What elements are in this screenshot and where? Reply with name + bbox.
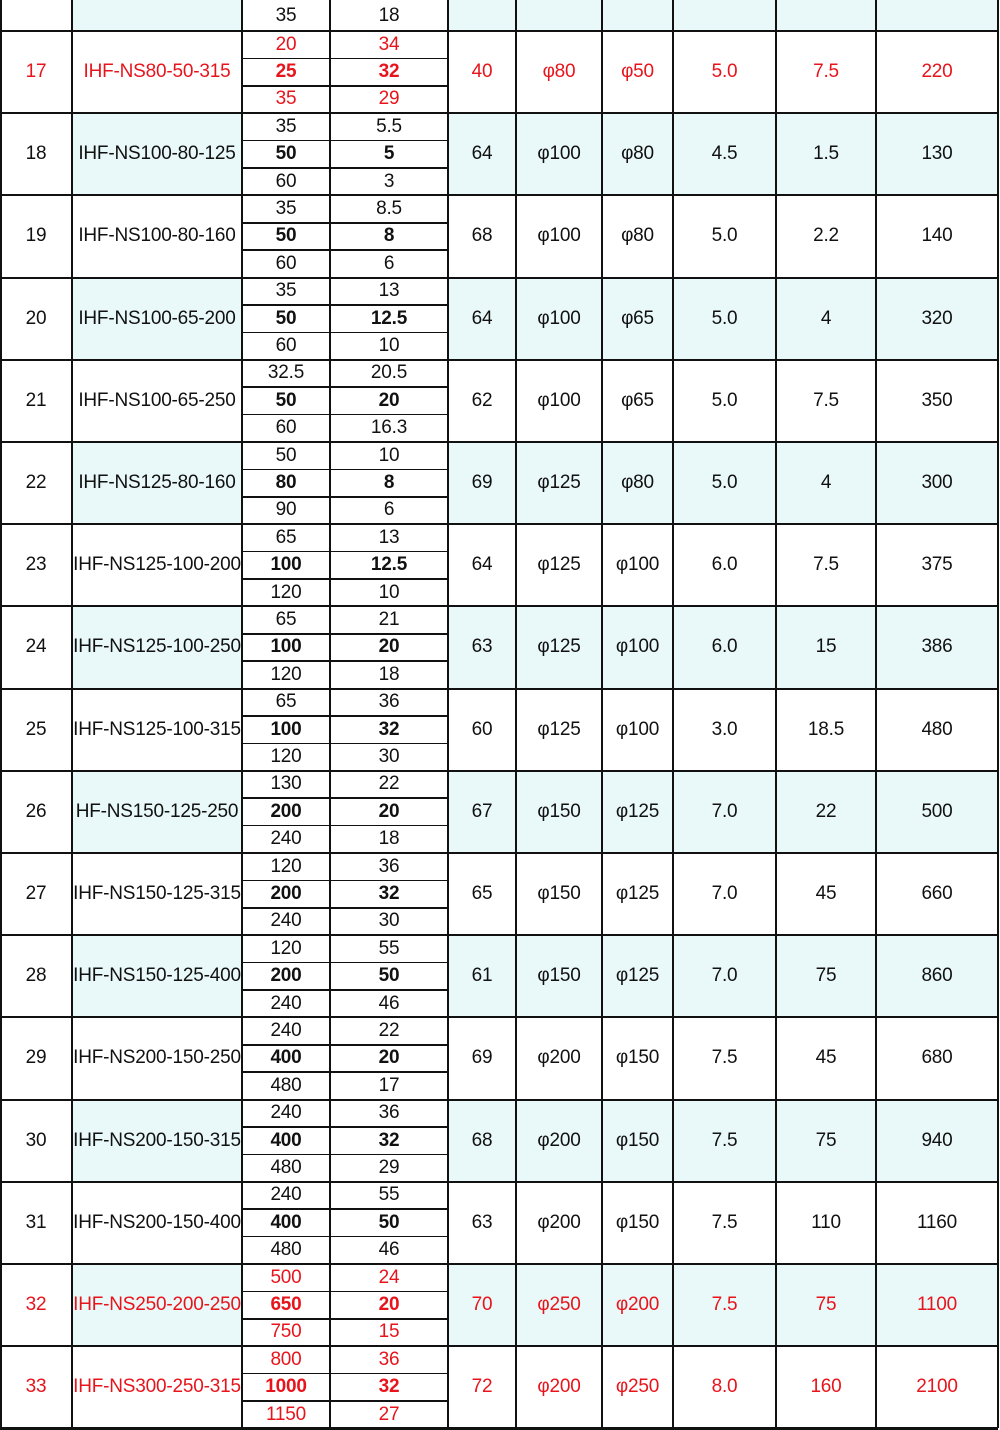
- model-name: IHF-NS125-100-250: [73, 636, 241, 658]
- model-name: IHF-NS200-150-250: [73, 1047, 241, 1069]
- power-value: 110: [811, 1211, 841, 1233]
- head-value: 18: [378, 4, 400, 26]
- speed-value: 64: [471, 554, 493, 576]
- grid-line: [242, 222, 448, 224]
- inlet-diameter: φ200: [537, 1047, 581, 1069]
- inlet-diameter: φ125: [537, 636, 581, 658]
- grid-line: [242, 332, 448, 334]
- head-value: 46: [378, 1239, 400, 1261]
- model-name: IHF-NS125-80-160: [78, 472, 236, 494]
- row-number: 22: [25, 472, 47, 494]
- speed-value: 63: [471, 1211, 493, 1233]
- power-value: 2.2: [813, 225, 839, 247]
- flow-value: 1000: [265, 1376, 307, 1398]
- grid-line: [242, 1318, 448, 1320]
- inlet-diameter: φ100: [537, 389, 581, 411]
- head-value: 5.5: [376, 115, 402, 137]
- weight-value: 680: [921, 1047, 953, 1069]
- flow-value: 60: [275, 170, 297, 192]
- flow-value: 400: [270, 1129, 302, 1151]
- grid-line: [242, 140, 448, 142]
- flow-value: 100: [270, 718, 302, 740]
- outlet-diameter: φ100: [615, 718, 660, 740]
- grid-line: [997, 0, 1000, 1428]
- grid-line: [242, 1154, 448, 1156]
- flow-value: 200: [270, 800, 302, 822]
- power-value: 22: [815, 800, 837, 822]
- row-number: 17: [25, 61, 47, 83]
- head-value: 21: [378, 609, 400, 631]
- grid-line: [242, 715, 448, 717]
- head-value: 5: [383, 143, 395, 165]
- speed-value: 68: [471, 1129, 493, 1151]
- outlet-diameter: φ125: [615, 965, 660, 987]
- npsh-value: 7.0: [711, 965, 738, 987]
- grid-line: [242, 907, 448, 909]
- flow-value: 60: [275, 417, 297, 439]
- flow-value: 240: [270, 1184, 302, 1206]
- head-value: 22: [378, 773, 400, 795]
- npsh-value: 5.0: [711, 61, 738, 83]
- head-value: 15: [378, 1321, 400, 1343]
- model-name: IHF-NS250-200-250: [73, 1294, 241, 1316]
- weight-value: 1160: [916, 1211, 958, 1233]
- speed-value: 60: [471, 718, 493, 740]
- row-tint: [448, 0, 998, 31]
- head-value: 20: [378, 800, 400, 822]
- grid-line: [242, 249, 448, 251]
- npsh-value: 7.0: [711, 883, 738, 905]
- flow-value: 240: [270, 828, 302, 850]
- grid-line: [242, 1126, 448, 1128]
- npsh-value: 5.0: [711, 472, 738, 494]
- head-value: 20: [378, 1047, 400, 1069]
- head-value: 34: [378, 33, 400, 55]
- grid-line: [242, 660, 448, 662]
- flow-value: 100: [270, 636, 302, 658]
- model-name: HF-NS150-125-250: [75, 800, 239, 822]
- outlet-diameter: φ80: [621, 143, 654, 165]
- inlet-diameter: φ150: [537, 800, 581, 822]
- model-name: IHF-NS125-100-315: [73, 718, 241, 740]
- npsh-value: 5.0: [711, 307, 738, 329]
- flow-value: 100: [270, 554, 302, 576]
- outlet-diameter: φ80: [621, 225, 654, 247]
- model-name: IHF-NS100-65-200: [78, 307, 236, 329]
- grid-line: [242, 578, 448, 580]
- grid-line: [672, 0, 674, 1428]
- power-value: 7.5: [813, 389, 839, 411]
- speed-value: 65: [471, 883, 493, 905]
- speed-value: 40: [471, 61, 493, 83]
- flow-value: 80: [275, 472, 297, 494]
- npsh-value: 3.0: [711, 718, 738, 740]
- head-value: 10: [378, 581, 400, 603]
- inlet-diameter: φ125: [537, 472, 581, 494]
- head-value: 17: [378, 1074, 400, 1096]
- head-value: 12.5: [370, 554, 408, 576]
- grid-line: [875, 0, 877, 1428]
- outlet-diameter: φ100: [615, 636, 660, 658]
- grid-line: [242, 1071, 448, 1073]
- row-number: 25: [25, 718, 47, 740]
- head-value: 55: [378, 937, 400, 959]
- inlet-diameter: φ200: [537, 1129, 581, 1151]
- inlet-diameter: φ150: [537, 965, 581, 987]
- grid-line: [242, 797, 448, 799]
- power-value: 75: [815, 965, 837, 987]
- flow-value: 50: [275, 225, 297, 247]
- head-value: 6: [383, 252, 395, 274]
- grid-line: [242, 469, 448, 471]
- weight-value: 940: [921, 1129, 953, 1151]
- head-value: 10: [378, 444, 400, 466]
- weight-value: 2100: [916, 1376, 958, 1398]
- power-value: 18.5: [807, 718, 845, 740]
- flow-value: 32.5: [267, 362, 305, 384]
- npsh-value: 5.0: [711, 389, 738, 411]
- head-value: 32: [378, 1129, 400, 1151]
- outlet-diameter: φ150: [615, 1129, 660, 1151]
- weight-value: 130: [921, 143, 953, 165]
- head-value: 20: [378, 636, 400, 658]
- flow-value: 750: [270, 1321, 302, 1343]
- flow-value: 240: [270, 1020, 302, 1042]
- grid-line: [242, 1236, 448, 1238]
- power-value: 75: [815, 1129, 837, 1151]
- head-value: 6: [383, 499, 395, 521]
- flow-value: 20: [275, 33, 297, 55]
- head-value: 20: [378, 389, 400, 411]
- grid-line: [242, 1291, 448, 1293]
- grid-line: [242, 1208, 448, 1210]
- power-value: 160: [810, 1376, 842, 1398]
- head-value: 36: [378, 1348, 400, 1370]
- npsh-value: 6.0: [711, 636, 738, 658]
- grid-line: [71, 0, 73, 1428]
- head-value: 32: [378, 718, 400, 740]
- grid-line: [242, 1373, 448, 1375]
- inlet-diameter: φ100: [537, 307, 581, 329]
- flow-value: 240: [270, 910, 302, 932]
- outlet-diameter: φ125: [615, 883, 660, 905]
- head-value: 29: [378, 88, 400, 110]
- flow-value: 25: [275, 61, 297, 83]
- head-value: 36: [378, 1102, 400, 1124]
- outlet-diameter: φ80: [621, 472, 654, 494]
- outlet-diameter: φ100: [615, 554, 660, 576]
- npsh-value: 7.5: [711, 1129, 738, 1151]
- flow-value: 480: [270, 1074, 302, 1096]
- flow-value: 200: [270, 965, 302, 987]
- weight-value: 375: [921, 554, 953, 576]
- row-number: 21: [25, 389, 47, 411]
- model-name: IHF-NS300-250-315: [73, 1376, 241, 1398]
- flow-value: 50: [275, 444, 297, 466]
- head-value: 30: [378, 746, 400, 768]
- flow-value: 35: [275, 88, 297, 110]
- model-name: IHF-NS125-100-200: [73, 554, 241, 576]
- head-value: 8.5: [376, 198, 402, 220]
- head-value: 32: [378, 883, 400, 905]
- grid-line: [241, 0, 243, 1428]
- head-value: 13: [378, 280, 400, 302]
- grid-line: [242, 496, 448, 498]
- row-number: 19: [25, 225, 47, 247]
- row-number: 23: [25, 554, 47, 576]
- power-value: 4: [820, 472, 832, 494]
- inlet-diameter: φ100: [537, 143, 581, 165]
- model-name: IHF-NS150-125-400: [73, 965, 241, 987]
- row-number: 26: [25, 800, 47, 822]
- flow-value: 120: [270, 581, 302, 603]
- head-value: 16.3: [370, 417, 408, 439]
- weight-value: 1100: [916, 1294, 958, 1316]
- model-name: IHF-NS100-65-250: [78, 389, 236, 411]
- grid-line: [242, 414, 448, 416]
- head-value: 8: [383, 472, 395, 494]
- outlet-diameter: φ150: [615, 1047, 660, 1069]
- npsh-value: 7.5: [711, 1211, 738, 1233]
- speed-value: 69: [471, 472, 493, 494]
- head-value: 32: [378, 61, 400, 83]
- power-value: 7.5: [813, 61, 839, 83]
- grid-line: [242, 880, 448, 882]
- outlet-diameter: φ250: [615, 1376, 660, 1398]
- inlet-diameter: φ150: [537, 883, 581, 905]
- inlet-diameter: φ100: [537, 225, 581, 247]
- flow-value: 200: [270, 883, 302, 905]
- grid-line: [0, 30, 998, 32]
- head-value: 36: [378, 691, 400, 713]
- flow-value: 120: [270, 937, 302, 959]
- flow-value: 400: [270, 1211, 302, 1233]
- flow-value: 800: [270, 1348, 302, 1370]
- grid-line: [242, 743, 448, 745]
- row-tint: [72, 0, 242, 31]
- flow-value: 50: [275, 389, 297, 411]
- flow-value: 400: [270, 1047, 302, 1069]
- flow-value: 60: [275, 252, 297, 274]
- flow-value: 120: [270, 746, 302, 768]
- head-value: 36: [378, 855, 400, 877]
- head-value: 24: [378, 1266, 400, 1288]
- flow-value: 240: [270, 1102, 302, 1124]
- model-name: IHF-NS200-150-400: [73, 1211, 241, 1233]
- flow-value: 480: [270, 1239, 302, 1261]
- model-name: IHF-NS100-80-125: [78, 143, 236, 165]
- speed-value: 69: [471, 1047, 493, 1069]
- grid-line: [242, 1400, 448, 1402]
- flow-value: 35: [275, 198, 297, 220]
- head-value: 29: [378, 1157, 400, 1179]
- grid-line: [447, 0, 449, 1428]
- weight-value: 140: [921, 225, 953, 247]
- npsh-value: 7.0: [711, 800, 738, 822]
- row-number: 31: [25, 1211, 47, 1233]
- grid-line: [242, 58, 448, 60]
- flow-value: 35: [275, 4, 297, 26]
- flow-value: 35: [275, 280, 297, 302]
- flow-value: 65: [275, 526, 297, 548]
- power-value: 4: [820, 307, 832, 329]
- outlet-diameter: φ125: [615, 800, 660, 822]
- weight-value: 350: [921, 389, 953, 411]
- row-number: 30: [25, 1129, 47, 1151]
- weight-value: 660: [921, 883, 953, 905]
- grid-line: [0, 0, 2, 1428]
- weight-value: 500: [921, 800, 953, 822]
- grid-line: [242, 633, 448, 635]
- weight-value: 320: [921, 307, 953, 329]
- head-value: 10: [378, 335, 400, 357]
- head-value: 3: [383, 170, 395, 192]
- inlet-diameter: φ200: [537, 1211, 581, 1233]
- row-number: 24: [25, 636, 47, 658]
- flow-value: 65: [275, 691, 297, 713]
- power-value: 45: [815, 883, 837, 905]
- power-value: 1.5: [813, 143, 839, 165]
- flow-value: 35: [275, 115, 297, 137]
- head-value: 20: [378, 1294, 400, 1316]
- speed-value: 67: [471, 800, 493, 822]
- outlet-diameter: φ50: [621, 61, 654, 83]
- weight-value: 220: [921, 61, 953, 83]
- npsh-value: 5.0: [711, 225, 738, 247]
- inlet-diameter: φ200: [537, 1376, 581, 1398]
- row-number: 18: [25, 143, 47, 165]
- speed-value: 62: [471, 389, 493, 411]
- head-value: 18: [378, 828, 400, 850]
- grid-line: [329, 0, 331, 1428]
- grid-line: [775, 0, 777, 1428]
- speed-value: 64: [471, 143, 493, 165]
- head-value: 46: [378, 992, 400, 1014]
- weight-value: 386: [921, 636, 953, 658]
- row-number: 20: [25, 307, 47, 329]
- grid-line: [242, 1044, 448, 1046]
- flow-value: 120: [270, 663, 302, 685]
- model-name: IHF-NS80-50-315: [83, 61, 231, 83]
- power-value: 15: [815, 636, 837, 658]
- speed-value: 68: [471, 225, 493, 247]
- head-value: 20.5: [370, 362, 408, 384]
- outlet-diameter: φ150: [615, 1211, 660, 1233]
- outlet-diameter: φ65: [621, 389, 654, 411]
- grid-line: [242, 85, 448, 87]
- weight-value: 860: [921, 965, 953, 987]
- grid-line: [242, 825, 448, 827]
- row-number: 27: [25, 883, 47, 905]
- row-number: 33: [25, 1376, 47, 1398]
- flow-value: 480: [270, 1157, 302, 1179]
- grid-line: [515, 0, 517, 1428]
- head-value: 8: [383, 225, 395, 247]
- outlet-diameter: φ200: [615, 1294, 660, 1316]
- head-value: 22: [378, 1020, 400, 1042]
- inlet-diameter: φ125: [537, 554, 581, 576]
- weight-value: 480: [921, 718, 953, 740]
- row-number: 29: [25, 1047, 47, 1069]
- flow-value: 240: [270, 992, 302, 1014]
- npsh-value: 6.0: [711, 554, 738, 576]
- npsh-value: 7.5: [711, 1294, 738, 1316]
- model-name: IHF-NS100-80-160: [78, 225, 236, 247]
- flow-value: 120: [270, 855, 302, 877]
- npsh-value: 4.5: [711, 143, 738, 165]
- power-value: 7.5: [813, 554, 839, 576]
- grid-line: [242, 551, 448, 553]
- flow-value: 130: [270, 773, 302, 795]
- model-name: IHF-NS150-125-315: [73, 883, 241, 905]
- outlet-diameter: φ65: [621, 307, 654, 329]
- power-value: 45: [815, 1047, 837, 1069]
- npsh-value: 8.0: [711, 1376, 738, 1398]
- flow-value: 500: [270, 1266, 302, 1288]
- flow-value: 90: [275, 499, 297, 521]
- grid-line: [242, 989, 448, 991]
- grid-line: [242, 304, 448, 306]
- row-number: 28: [25, 965, 47, 987]
- head-value: 27: [378, 1403, 400, 1425]
- grid-line: [601, 0, 603, 1428]
- speed-value: 64: [471, 307, 493, 329]
- power-value: 75: [815, 1294, 837, 1316]
- head-value: 18: [378, 663, 400, 685]
- head-value: 32: [378, 1376, 400, 1398]
- npsh-value: 7.5: [711, 1047, 738, 1069]
- grid-line: [242, 386, 448, 388]
- weight-value: 300: [921, 472, 953, 494]
- head-value: 30: [378, 910, 400, 932]
- flow-value: 50: [275, 307, 297, 329]
- head-value: 55: [378, 1184, 400, 1206]
- row-number: 32: [25, 1294, 47, 1316]
- speed-value: 63: [471, 636, 493, 658]
- speed-value: 61: [471, 965, 493, 987]
- speed-value: 72: [471, 1376, 493, 1398]
- grid-line: [242, 167, 448, 169]
- flow-value: 65: [275, 609, 297, 631]
- grid-line: [0, 1427, 998, 1430]
- head-value: 50: [378, 965, 400, 987]
- inlet-diameter: φ250: [537, 1294, 581, 1316]
- inlet-diameter: φ80: [542, 61, 576, 83]
- flow-value: 60: [275, 335, 297, 357]
- head-value: 12.5: [370, 307, 408, 329]
- flow-value: 50: [275, 143, 297, 165]
- head-value: 50: [378, 1211, 400, 1233]
- flow-value: 1150: [265, 1403, 307, 1425]
- flow-value: 650: [270, 1294, 302, 1316]
- grid-line: [242, 962, 448, 964]
- inlet-diameter: φ125: [537, 718, 581, 740]
- head-value: 13: [378, 526, 400, 548]
- model-name: IHF-NS200-150-315: [73, 1129, 241, 1151]
- speed-value: 70: [471, 1294, 493, 1316]
